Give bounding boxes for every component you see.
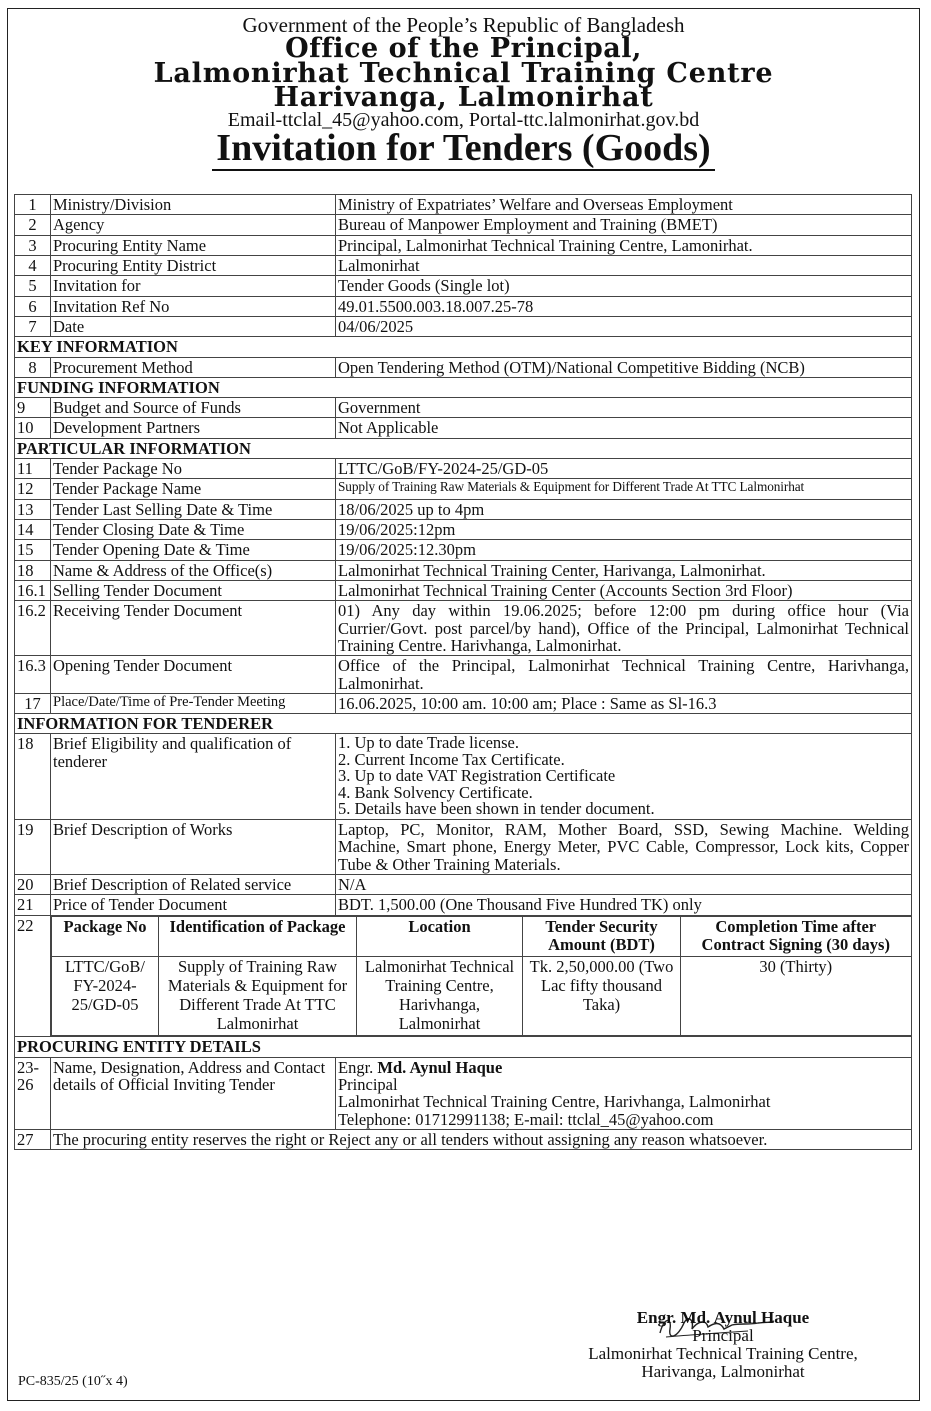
government-line: Government of the People’s Republic of Bangladesh (242, 13, 685, 37)
completion-time-cell: 30 (Thirty) (681, 957, 912, 1036)
row-value: 19/06/2025:12pm (336, 520, 912, 540)
row-value: Supply of Training Raw Materials & Equipment for Different Trade At TTC Lalmonirhat (336, 479, 912, 499)
table-row (15, 560, 912, 580)
table-row (15, 316, 912, 336)
table-row (15, 1129, 912, 1149)
row-sl: 3 (15, 235, 51, 255)
row-sl: 16.2 (15, 601, 51, 656)
row-label: Opening Tender Document (51, 656, 336, 694)
row-value: Lalmonirhat Technical Training Center (Accounts Section 3rd Floor) (336, 580, 912, 600)
office-line: Office of the Principal, (285, 33, 642, 64)
section-information-for-tenderer: INFORMATION FOR TENDERER (15, 714, 912, 734)
package-row (52, 957, 912, 1036)
row-label: Tender Last Selling Date & Time (51, 499, 336, 519)
table-row (15, 580, 912, 600)
row-label: Receiving Tender Document (51, 601, 336, 656)
row-label: Budget and Source of Funds (51, 398, 336, 418)
print-code: PC-835/25 (10˝x 4) (18, 1374, 128, 1389)
row-value: Ministry of Expatriates’ Welfare and Overseas Employment (336, 195, 912, 215)
row-label: Invitation for (51, 276, 336, 296)
table-row (15, 459, 912, 479)
row-label: Procurement Method (51, 357, 336, 377)
list-item: 2. Current Income Tax Certificate. (338, 749, 565, 769)
row-sl: 14 (15, 520, 51, 540)
table-row (15, 1057, 912, 1129)
section-procuring-entity-details: PROCURING ENTITY DETAILS (15, 1037, 912, 1057)
row-sl: 5 (15, 276, 51, 296)
row-label: Tender Package No (51, 459, 336, 479)
row-label: Procuring Entity Name (51, 235, 336, 255)
section-key-information: KEY INFORMATION (15, 337, 912, 357)
notice-header (8, 15, 919, 167)
package-identification-cell: Supply of Training Raw Materials & Equipment for Different Trade At TTC Lalmonirhat (159, 957, 357, 1036)
row-label: Price of Tender Document (51, 895, 336, 915)
table-row (15, 357, 912, 377)
table-row (15, 915, 912, 1037)
column-header: Package No (52, 916, 159, 957)
table-row (15, 418, 912, 438)
row-sl: 16.1 (15, 580, 51, 600)
list-item: 5. Details have been shown in tender document. (338, 799, 655, 819)
row-sl: 18 (15, 560, 51, 580)
row-sl: 16.3 (15, 656, 51, 694)
table-row (15, 734, 912, 820)
table-row (15, 296, 912, 316)
row-label: Selling Tender Document (51, 580, 336, 600)
official-contact: Telephone: 01712991138; E-mail: ttclal_45@yahoo.com (338, 1109, 714, 1129)
row-value: Principal, Lalmonirhat Technical Training Centre, Lamonirhat. (336, 235, 912, 255)
row-sl: 6 (15, 296, 51, 316)
place-line: Harivanga, Lalmonirhat (273, 82, 654, 113)
row-sl: 23- 26 (15, 1057, 51, 1129)
official-designation: Principal (338, 1074, 398, 1094)
table-row (15, 540, 912, 560)
row-label: Tender Package Name (51, 479, 336, 499)
row-sl: 10 (15, 418, 51, 438)
column-header: Tender Security Amount (BDT) (523, 916, 681, 957)
row-value: Government (336, 398, 912, 418)
row-value: 19/06/2025:12.30pm (336, 540, 912, 560)
row-sl: 4 (15, 255, 51, 275)
row-value: N/A (336, 874, 912, 894)
row-value: Not Applicable (336, 418, 912, 438)
signatory-name: Engr. Md. Aynul Haque (636, 1308, 810, 1327)
package-no-cell: LTTC/GoB/ FY-2024- 25/GD-05 (52, 957, 159, 1036)
row-sl: 20 (15, 874, 51, 894)
row-label: Invitation Ref No (51, 296, 336, 316)
tender-notice (7, 8, 920, 1401)
row-value: Office of the Principal, Lalmonirhat Technical Training Centre, Harivhanga, Lalmonirhat. (336, 656, 912, 694)
row-value: Tender Goods (Single lot) (336, 276, 912, 296)
table-row (15, 195, 912, 215)
row-value: LTTC/GoB/FY-2024-25/GD-05 (336, 459, 912, 479)
table-row (15, 520, 912, 540)
row-label: Name & Address of the Office(s) (51, 560, 336, 580)
table-row (15, 276, 912, 296)
signature-block (558, 1309, 888, 1380)
section-particular-information: PARTICULAR INFORMATION (15, 438, 912, 458)
column-header: Identification of Package (159, 916, 357, 957)
table-row (15, 215, 912, 235)
notice-title: Invitation for Tenders (Goods) (8, 129, 919, 167)
row-label: Brief Description of Works (51, 819, 336, 874)
row-sl: 17 (15, 693, 51, 713)
list-item: 4. Bank Solvency Certificate. (338, 782, 533, 802)
table-row (15, 895, 912, 915)
table-row (15, 255, 912, 275)
official-name: Engr. Md. Aynul Haque (338, 1057, 503, 1077)
row-value: Lalmonirhat (336, 255, 912, 275)
signatory-designation: Principal (692, 1325, 754, 1345)
row-label: Tender Opening Date & Time (51, 540, 336, 560)
contact-line: Email-ttclal_45@yahoo.com, Portal-ttc.lalmonirhat.gov.bd (227, 109, 700, 131)
centre-line: Lalmonirhat Technical Training Centre (153, 58, 774, 89)
row-label: Brief Eligibility and qualification of tenderer (51, 734, 336, 820)
row-sl: 27 (15, 1129, 51, 1149)
table-row (15, 235, 912, 255)
list-item: 1. Up to date Trade license. (338, 733, 520, 753)
table-row (15, 601, 912, 656)
row-sl: 12 (15, 479, 51, 499)
row-value: Laptop, PC, Monitor, RAM, Mother Board, SSD, Sewing Machine. Welding Machine, Smart phone, Energy Meter, PVC Cable, Compressor, Lock kits, Copper Tube & Other Training Materials. (336, 819, 912, 874)
row-value: 16.06.2025, 10:00 am. 10:00 am; Place : Same as Sl-16.3 (336, 693, 912, 713)
table-row (15, 398, 912, 418)
table-row (15, 656, 912, 694)
row-value: Bureau of Manpower Employment and Training (BMET) (336, 215, 912, 235)
row-value: BDT. 1,500.00 (One Thousand Five Hundred TK) only (336, 895, 912, 915)
row-value: 18/06/2025 up to 4pm (336, 499, 912, 519)
row-sl: 8 (15, 357, 51, 377)
tender-security-cell: Tk. 2,50,000.00 (Two Lac fifty thousand Taka) (523, 957, 681, 1036)
table-row (15, 819, 912, 874)
row-label: Ministry/Division (51, 195, 336, 215)
table-row (15, 693, 912, 713)
row-sl: 11 (15, 459, 51, 479)
row-label: Agency (51, 215, 336, 235)
table-row (15, 874, 912, 894)
row-label: Procuring Entity District (51, 255, 336, 275)
row-value: Open Tendering Method (OTM)/National Competitive Bidding (NCB) (336, 357, 912, 377)
row-value: 49.01.5500.003.18.007.25-78 (336, 296, 912, 316)
section-funding-information: FUNDING INFORMATION (15, 377, 912, 397)
row-label: Name, Designation, Address and Contact details of Official Inviting Tender (51, 1057, 336, 1129)
table-row (15, 479, 912, 499)
table-row (15, 499, 912, 519)
row-value: 04/06/2025 (336, 316, 912, 336)
row-label: Date (51, 316, 336, 336)
row-value: 01) Any day within 19.06.2025; before 12:00 pm during office hour (Via Currier/Govt. post parcel/by hand), Office of the Principal, Lalmonirhat Technical Training Centre. Harivhanga, Lalmonirhat. (336, 601, 912, 656)
row-value: The procuring entity reserves the right or Reject any or all tenders without assigning any reason whatsoever. (51, 1129, 912, 1149)
row-sl: 18 (15, 734, 51, 820)
package-header-row (52, 916, 912, 957)
signatory-place: Harivanga, Lalmonirhat (641, 1361, 805, 1381)
official-details (336, 1057, 912, 1129)
row-label: Development Partners (51, 418, 336, 438)
official-address: Lalmonirhat Technical Training Centre, Harivhanga, Lalmonirhat (338, 1092, 771, 1112)
row-sl: 1 (15, 195, 51, 215)
row-label: Place/Date/Time of Pre-Tender Meeting (51, 693, 336, 713)
column-header: Completion Time after Contract Signing (30 days) (681, 916, 912, 957)
row-sl: 2 (15, 215, 51, 235)
row-label: Tender Closing Date & Time (51, 520, 336, 540)
row-sl: 15 (15, 540, 51, 560)
row-sl: 21 (15, 895, 51, 915)
row-sl: 13 (15, 499, 51, 519)
row-value: Lalmonirhat Technical Training Center, Harivanga, Lalmonirhat. (336, 560, 912, 580)
row-sl: 7 (15, 316, 51, 336)
signatory-organization: Lalmonirhat Technical Training Centre, (588, 1343, 858, 1363)
row-sl: 19 (15, 819, 51, 874)
column-header: Location (357, 916, 523, 957)
row-sl: 22 (15, 915, 51, 1037)
tender-table (14, 194, 912, 1150)
eligibility-list (336, 734, 912, 820)
list-item: 3. Up to date VAT Registration Certificate (338, 766, 616, 786)
row-sl: 9 (15, 398, 51, 418)
row-label: Brief Description of Related service (51, 874, 336, 894)
package-table (51, 916, 912, 1037)
package-location-cell: Lalmonirhat Technical Training Centre, Harivhanga, Lalmonirhat (357, 957, 523, 1036)
